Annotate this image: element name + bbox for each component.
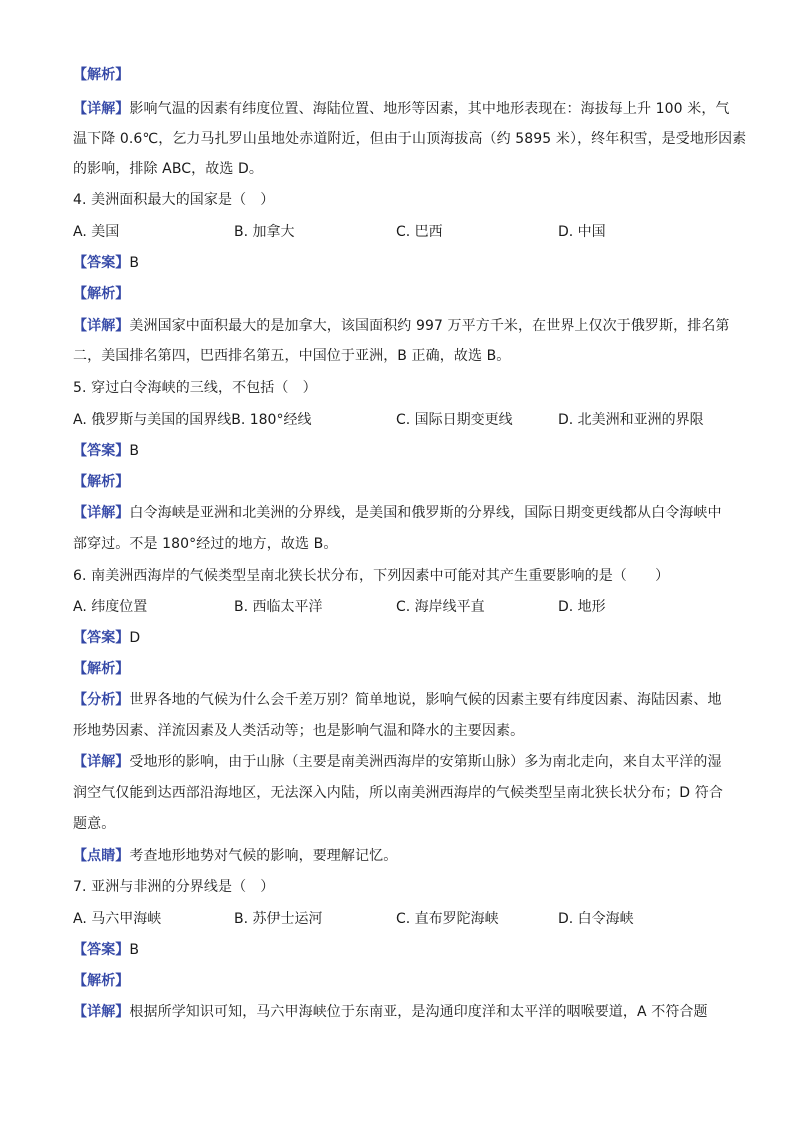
q4-option-c: C. 巴西	[396, 224, 443, 240]
q6-detail-line-2: 润空气仅能到达西部沿海地区，无法深入内陆，所以南美洲西海岸的气候类型呈南北狭长状分布；D 符合	[73, 785, 723, 801]
q7-option-c: C. 直布罗陀海峡	[396, 911, 499, 927]
q4-detail-line-1: 【详解】美洲国家中面积最大的是加拿大，该国面积约 997 万平方千米，在世界上仅次于俄罗斯，排名第	[73, 318, 730, 334]
q6-option-d: D. 地形	[558, 599, 606, 615]
q6-detail-line-1: 【详解】受地形的影响，由于山脉（主要是南美洲西海岸的安第斯山脉）多为南北走向，来自太平洋的湿	[73, 754, 722, 770]
q6-option-b: B. 西临太平洋	[234, 599, 323, 615]
q7-option-d: D. 白令海峡	[558, 911, 634, 927]
analysis-heading	[73, 65, 723, 85]
q7-option-a: A. 马六甲海峡	[73, 911, 162, 927]
detail-tag: 【详解】	[73, 101, 130, 117]
q3-detail-line-3: 的影响，排除 ABC，故选 D。	[73, 161, 263, 177]
q4-analysis-heading: 【解析】	[73, 286, 130, 302]
q4-option-d: D. 中国	[558, 224, 606, 240]
analysis-tag: 【解析】	[73, 67, 130, 83]
q5-detail-line-2: 部穿过。不是 180°经过的地方，故选 B。	[73, 536, 338, 552]
q6-fenxi-line-2: 形地势因素、洋流因素及人类活动等；也是影响气温和降水的主要因素。	[73, 723, 525, 739]
q5-answer: 【答案】B	[73, 443, 140, 459]
q5-analysis-heading: 【解析】	[73, 474, 130, 490]
q6-fenxi-line-1: 【分析】世界各地的气候为什么会千差万别？简单地说，影响气候的因素主要有纬度因素、海陆因素、地	[73, 692, 722, 708]
fenxi-tag: 【分析】	[73, 692, 130, 708]
dianjing-tag: 【点睛】	[73, 848, 130, 864]
q4-detail-line-2: 二，美国排名第四，巴西排名第五，中国位于亚洲，B 正确，故选 B。	[73, 348, 511, 364]
q4-option-a: A. 美国	[73, 224, 120, 240]
q5-option-c: C. 国际日期变更线	[396, 412, 513, 428]
q5-option-a-b: A. 俄罗斯与美国的国界线B. 180°经线	[73, 412, 312, 428]
answer-tag: 【答案】	[73, 255, 130, 271]
q4-option-b: B. 加拿大	[234, 224, 295, 240]
q5-option-d: D. 北美洲和亚洲的界限	[558, 412, 704, 428]
q7-detail-line-1: 【详解】根据所学知识可知，马六甲海峡位于东南亚，是沟通印度洋和太平洋的咽喉要道，A 不符合题	[73, 1004, 708, 1020]
q5-detail-line-1: 【详解】白令海峡是亚洲和北美洲的分界线，是美国和俄罗斯的分界线，国际日期变更线都从白令海峡中	[73, 505, 722, 521]
q6-option-a: A. 纬度位置	[73, 599, 148, 615]
q3-detail-line-2: 温下降 0.6℃，乞力马扎罗山虽地处赤道附近，但由于山顶海拔高（约 5895 米），终年积雪，是受地形因素	[73, 131, 747, 147]
q7-answer: 【答案】B	[73, 942, 140, 958]
q4-question: 4. 美洲面积最大的国家是（ ）	[73, 192, 275, 208]
q6-detail-line-3: 题意。	[73, 816, 116, 832]
q6-answer: 【答案】D	[73, 630, 141, 646]
q6-option-c: C. 海岸线平直	[396, 599, 485, 615]
q7-question: 7. 亚洲与非洲的分界线是（ ）	[73, 879, 275, 895]
q7-analysis-heading: 【解析】	[73, 973, 130, 989]
q7-option-b: B. 苏伊士运河	[234, 911, 323, 927]
q5-question: 5. 穿过白令海峡的三线，不包括（ ）	[73, 380, 317, 396]
q6-analysis-heading: 【解析】	[73, 661, 130, 677]
q6-dianjing: 【点睛】考查地形地势对气候的影响，要理解记忆。	[73, 848, 398, 864]
q6-question: 6. 南美洲西海岸的气候类型呈南北狭长状分布，下列因素中可能对其产生重要影响的是（ ）	[73, 568, 670, 584]
q3-detail-line-1: 【详解】影响气温的因素有纬度位置、海陆位置、地形等因素，其中地形表现在：海拔每上升 100 米，气	[73, 101, 730, 117]
q4-answer: 【答案】B	[73, 255, 140, 271]
